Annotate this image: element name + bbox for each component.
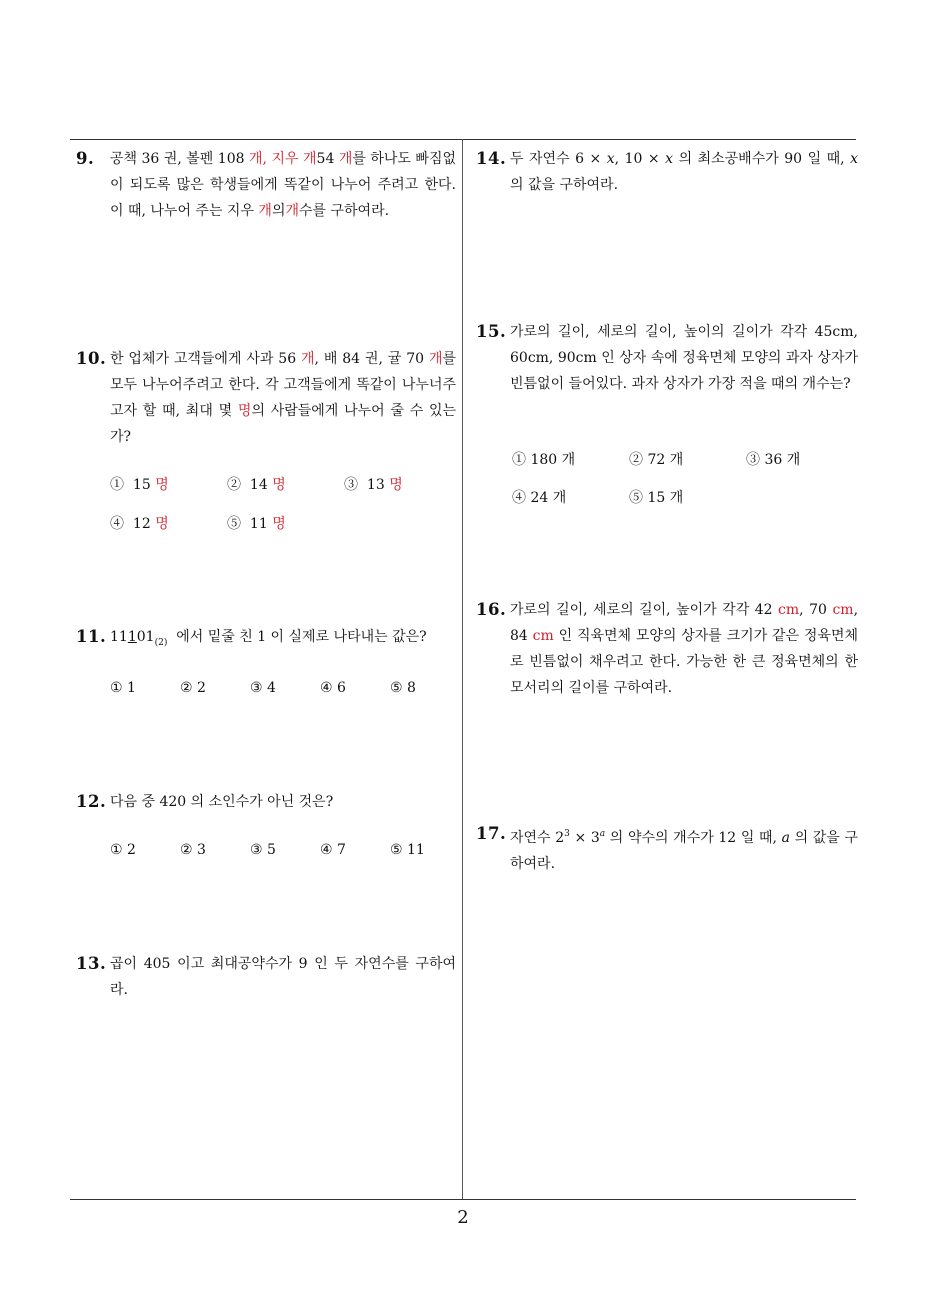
- question-number: 14.: [476, 149, 507, 168]
- question-text: $11101_{(2)}$ 에서 밑줄 친 1 이 실제로 나타내는 값은?: [110, 629, 427, 648]
- answer-option[interactable]: ② 2: [180, 680, 206, 696]
- question-14: [476, 146, 858, 198]
- bottom-rule: [70, 1199, 856, 1200]
- answer-option[interactable]: ④ 24 개: [512, 490, 567, 506]
- page-number: 2: [457, 1207, 469, 1228]
- question-number: 17.: [476, 824, 507, 843]
- answer-option[interactable]: ⑤ 15 개: [629, 490, 684, 506]
- question-number: 15.: [476, 322, 507, 341]
- question-text: 다음 중 420 의 소인수가 아닌 것은?: [110, 794, 334, 810]
- question-text: 두 자연수 6 × x, 10 × x 의 최소공배수가 90 일 때, x 의 값을 구하여라.: [510, 151, 858, 193]
- answer-option[interactable]: ⑤ 8: [390, 680, 416, 696]
- question-16: [476, 597, 858, 701]
- answer-option[interactable]: ② 3: [180, 842, 206, 858]
- question-12: [76, 789, 456, 815]
- answer-option[interactable]: ① 1: [110, 680, 136, 696]
- question-number: 16.: [476, 600, 507, 619]
- answer-option[interactable]: ① 2: [110, 842, 136, 858]
- answer-option[interactable]: ③ 5: [250, 842, 276, 858]
- column-divider: [462, 139, 463, 1200]
- question-text: 가로의 길이, 세로의 길이, 높이의 길이가 각각 45cm, 60cm, 90cm 인 상자 속에 정육면체 모양의 과자 상자가 빈틈없이 들어있다. 과자 상자가 가장 적을 때의 개수는?: [510, 324, 858, 392]
- question-17: [476, 821, 858, 877]
- question-9: [76, 146, 456, 224]
- question-10: [76, 346, 456, 450]
- answer-option[interactable]: ② 14 명: [227, 477, 286, 493]
- question-text: 한 업체가 고객들에게 사과 56 개, 배 84 권, 귤 70 개를 모두 나누어주려고 한다. 각 고객들에게 똑같이 나누너주고자 할 때, 최대 몇 명의 사람들에게 나누어 줄 수 있는가?: [110, 351, 457, 445]
- answer-option[interactable]: ⑤ 11: [390, 842, 425, 858]
- question-text: 공책 36 권, 볼펜 108 개, 지우 개54 개를 하나도 빠짐없이 되도록 많은 학생들에게 똑같이 나누어 주려고 한다. 이 때, 나누어 주는 지우 개의개수를 구하여라.: [110, 151, 456, 219]
- question-number: 11.: [76, 627, 107, 646]
- top-rule: [70, 139, 856, 140]
- answer-option[interactable]: ⑤ 11 명: [227, 516, 286, 532]
- answer-option[interactable]: ① 180 개: [512, 452, 576, 468]
- question-text: 가로의 길이, 세로의 길이, 높이가 각각 42 cm, 70 cm, 84 cm 인 직육면체 모양의 상자를 크기가 같은 정육면체로 빈틈없이 채우려고 한다. 가능한 한 큰 정육면체의 한 모서리의 길이를 구하여라.: [510, 602, 859, 696]
- question-text: 곱이 405 이고 최대공약수가 9 인 두 자연수를 구하여라.: [110, 956, 456, 998]
- answer-option[interactable]: ④ 7: [320, 842, 346, 858]
- answer-option[interactable]: ④ 12 명: [110, 516, 169, 532]
- question-number: 13.: [76, 954, 107, 973]
- answer-option[interactable]: ② 72 개: [629, 452, 684, 468]
- answer-option[interactable]: ③ 4: [250, 680, 276, 696]
- question-number: 12.: [76, 792, 107, 811]
- question-15: [476, 319, 858, 397]
- answer-option[interactable]: ④ 6: [320, 680, 346, 696]
- question-11: [76, 624, 456, 656]
- question-text: 자연수 $2^3 \times 3^a$ 의 약수의 개수가 12 일 때, a 의 값을 구하여라.: [510, 829, 858, 872]
- answer-option[interactable]: ① 15 명: [110, 477, 169, 493]
- answer-option[interactable]: ③ 36 개: [746, 452, 801, 468]
- answer-option[interactable]: ③ 13 명: [344, 477, 403, 493]
- question-number: 9.: [76, 149, 95, 168]
- question-13: [76, 951, 456, 1003]
- question-number: 10.: [76, 349, 107, 368]
